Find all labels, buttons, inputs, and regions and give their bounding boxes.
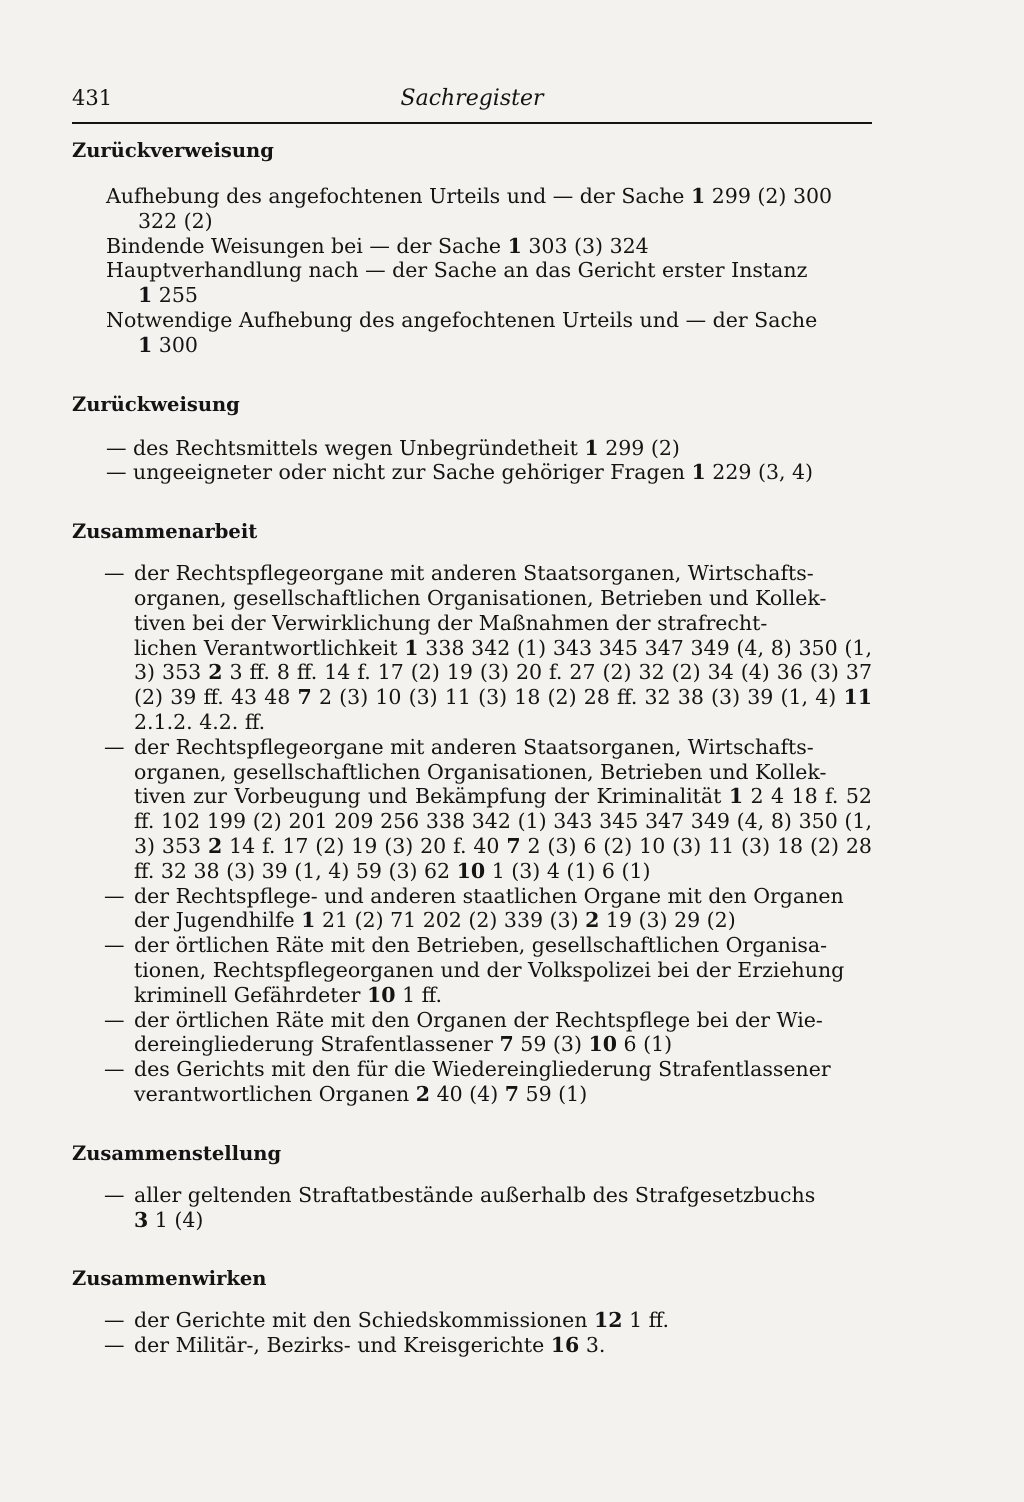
paragraph-refs: 2 4 18 f. 52 ff. 102 199 (2) 201 209 256 338 342 (1) 343 345 347 349 (4, 8) 350 (1, 3) 353 — [134, 784, 872, 858]
law-number: 10 — [367, 982, 396, 1007]
law-number: 2 — [415, 1081, 431, 1106]
index-entry — [72, 460, 872, 485]
entry-dash: — — [104, 1333, 125, 1358]
entry-text: Bindende Weisungen bei — der Sache — [106, 233, 502, 258]
entry-text: — des Rechtsmittels wegen Unbegründetheit — [106, 435, 578, 460]
index-section — [72, 1141, 872, 1233]
index-entry — [72, 1308, 872, 1333]
entry-text: organen, gesellschaftlichen Organisationen, Betrieben und Kollek- — [134, 759, 827, 784]
law-number: 1 — [138, 332, 153, 357]
entry-dash: — — [104, 883, 125, 908]
entry-text: der Rechtspflege- und anderen staatlichen Organe mit den Organen — [134, 883, 844, 908]
entry-text: der örtlichen Räte mit den Betrieben, gesellschaftlichen Organisa- — [134, 933, 828, 958]
paragraph-refs: 40 (4) — [436, 1081, 499, 1106]
law-number: 11 — [843, 685, 872, 710]
law-number: 1 — [507, 233, 522, 258]
paragraph-refs: 2 (3) 10 (3) 11 (3) 18 (2) 28 ff. 32 38 (3) 39 (1, 4) — [318, 685, 837, 710]
paragraph-refs: 1 (3) 4 (1) 6 (1) — [491, 858, 651, 883]
law-number: 10 — [456, 858, 486, 883]
paragraph-refs: 229 (3, 4) — [712, 460, 814, 485]
paragraph-refs: 59 (3) — [520, 1032, 582, 1057]
index-entry — [72, 234, 872, 259]
paragraph-refs: 59 (1) — [525, 1081, 588, 1106]
entry-text: organen, gesellschaftlichen Organisationen, Betrieben und Kollek- — [134, 585, 827, 610]
entry-dash: — — [104, 1308, 125, 1333]
law-number: 2 — [208, 660, 223, 685]
section-heading: Zurückweisung — [72, 392, 240, 416]
paragraph-refs: 1 ff. — [402, 982, 442, 1007]
section-heading: Zusammenwirken — [72, 1267, 267, 1291]
law-number: 1 — [404, 635, 419, 660]
law-number: 7 — [499, 1032, 514, 1057]
entry-dash: — — [104, 1007, 125, 1032]
index-entry — [72, 735, 872, 884]
entry-text: Hauptverhandlung nach — der Sache an das Gericht erster Instanz — [106, 258, 808, 283]
entry-text: lichen Verantwortlichkeit — [134, 635, 398, 660]
index-entry — [72, 436, 872, 461]
paragraph-refs: 3 ff. 8 ff. 14 f. 17 (2) 19 (3) 20 f. 27 (2) 32 (2) 34 (4) 36 (3) 37 (2) 39 ff. 43 48 — [134, 660, 873, 710]
entry-text: der Militär-, Bezirks- und Kreisgerichte — [134, 1333, 545, 1358]
paragraph-refs: 1 (4) — [154, 1207, 204, 1232]
entry-dash: — — [104, 1182, 125, 1207]
entry-text: der Rechtspflegeorgane mit anderen Staatsorganen, Wirtschafts- — [134, 561, 814, 586]
paragraph-refs: 19 (3) 29 (2) — [605, 908, 736, 933]
law-number: 7 — [506, 833, 521, 858]
entry-dash: — — [104, 561, 125, 586]
law-number: 1 — [584, 435, 599, 460]
entry-text: der Gerichte mit den Schiedskommissionen — [134, 1308, 588, 1333]
paragraph-refs: 299 (2) 300 — [711, 184, 833, 208]
paragraph-refs: 21 (2) 71 202 (2) 339 (3) — [321, 908, 579, 933]
paragraph-refs: 3. — [585, 1333, 606, 1358]
index-entry — [72, 933, 872, 1007]
index-entry — [72, 884, 872, 934]
entry-dash: — — [104, 734, 125, 759]
law-number: 1 — [728, 784, 744, 809]
paragraph-refs: 300 — [158, 332, 198, 357]
entry-text: Aufhebung des angefochtenen Urteils und — der Sache — [106, 184, 685, 208]
page-number: 431 — [72, 86, 113, 110]
law-number: 2 — [207, 833, 223, 858]
law-number: 16 — [550, 1333, 580, 1358]
page-header — [72, 80, 872, 120]
paragraph-refs: 2.1.2. 4.2. ff. — [134, 709, 266, 734]
index-entry — [72, 1008, 872, 1058]
entry-text: Notwendige Aufhebung des angefochtenen Urteils und — der Sache — [106, 307, 818, 332]
entry-text: — ungeeigneter oder nicht zur Sache gehöriger Fragen — [106, 460, 685, 485]
index-entry — [72, 1057, 872, 1107]
entry-text: der örtlichen Räte mit den Organen der Rechtspflege bei der Wie- — [134, 1007, 823, 1032]
index-section — [72, 138, 872, 358]
paragraph-refs: 14 f. 17 (2) 19 (3) 20 f. 40 — [229, 833, 500, 858]
entry-text: tionen, Rechtspflegeorganen und der Volkspolizei bei der Erziehung — [134, 957, 845, 982]
section-heading: Zusammenarbeit — [72, 520, 258, 544]
paragraph-refs: 338 342 (1) 343 345 347 349 (4, 8) 350 (1, 3) 353 — [134, 635, 872, 685]
entry-dash: — — [104, 1057, 125, 1082]
law-number: 7 — [504, 1081, 520, 1106]
law-number: 1 — [690, 184, 706, 208]
section-heading: Zurückverweisung — [72, 139, 274, 162]
law-number: 7 — [297, 685, 312, 710]
entry-text: dereingliederung Strafentlassener — [134, 1032, 493, 1057]
entry-dash: — — [104, 933, 125, 958]
paragraph-refs: 322 (2) — [138, 208, 213, 233]
entry-text: aller geltenden Straftatbestände außerhalb des Strafgesetzbuchs — [134, 1182, 816, 1207]
index-entry — [72, 1183, 872, 1233]
entry-text: des Gerichts mit den für die Wiedereingliederung Strafentlassener — [134, 1057, 831, 1082]
index-entry — [72, 184, 872, 234]
law-number: 1 — [691, 460, 706, 485]
paragraph-refs: 255 — [158, 283, 198, 308]
index-entry — [72, 308, 872, 358]
law-number: 2 — [585, 908, 600, 933]
paragraph-refs: 6 (1) — [623, 1032, 673, 1057]
entry-text: kriminell Gefährdeter — [134, 982, 361, 1007]
index-section — [72, 519, 872, 1107]
header-rule — [72, 122, 872, 124]
paragraph-refs: 2 (3) 6 (2) 10 (3) 11 (3) 18 (2) 28 ff. 32 38 (3) 39 (1, 4) 59 (3) 62 — [134, 833, 872, 883]
paragraph-refs: 1 ff. — [629, 1308, 669, 1333]
paragraph-refs: 299 (2) — [605, 435, 680, 460]
entry-text: tiven bei der Verwirklichung der Maßnahmen der strafrecht- — [134, 610, 768, 635]
entry-text: verantwortlichen Organen — [134, 1081, 410, 1106]
index-entry — [72, 1333, 872, 1358]
section-heading: Zusammenstellung — [72, 1141, 282, 1165]
law-number: 1 — [301, 908, 316, 933]
index-entry — [72, 258, 872, 308]
law-number: 3 — [134, 1207, 149, 1232]
entry-text: der Rechtspflegeorgane mit anderen Staatsorganen, Wirtschafts- — [134, 734, 814, 759]
running-title: Sachregister — [400, 86, 544, 111]
law-number: 1 — [138, 283, 153, 308]
entry-text: der Jugendhilfe — [134, 908, 295, 933]
index-section — [72, 392, 872, 486]
paragraph-refs: 303 (3) 324 — [528, 233, 649, 258]
law-number: 12 — [594, 1308, 623, 1333]
entry-text: tiven zur Vorbeugung und Bekämpfung der Kriminalität — [134, 784, 722, 809]
index-entry — [72, 561, 872, 735]
index-section — [72, 1266, 872, 1358]
law-number: 10 — [588, 1032, 617, 1057]
index-content — [72, 138, 872, 1388]
